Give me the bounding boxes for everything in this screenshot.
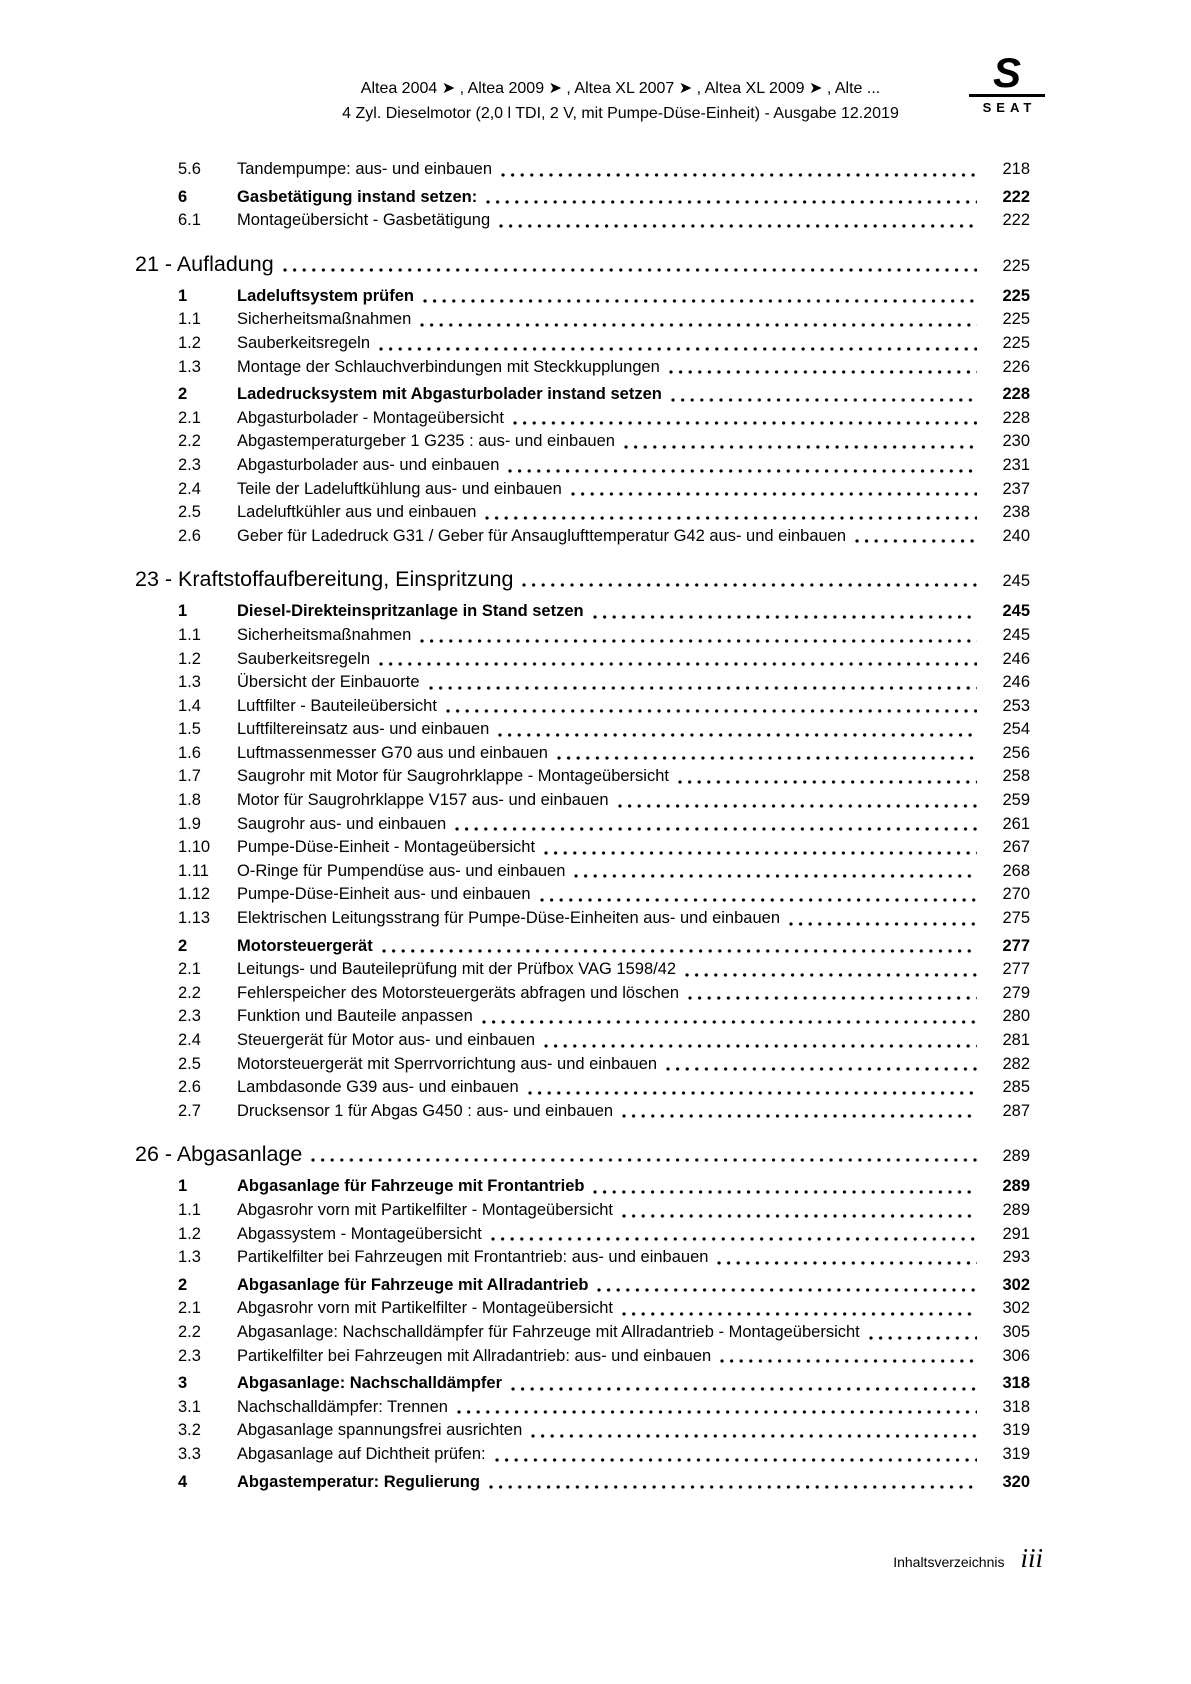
- toc-entry-row: [178, 907, 1030, 931]
- toc-entry-row: [178, 935, 1030, 959]
- entry-page-number: 225: [1002, 286, 1030, 305]
- dot-leader: [486, 200, 977, 204]
- seat-s-glyph-icon: S: [969, 54, 1045, 97]
- dot-leader: [717, 1261, 977, 1265]
- dot-leader: [622, 1214, 977, 1218]
- dot-leader: [482, 1020, 977, 1024]
- toc-entry-row: [178, 501, 1030, 525]
- entry-title: Ladedrucksystem mit Abgasturbolader instand setzen: [237, 385, 662, 404]
- toc-entry-row: [178, 1345, 1030, 1369]
- entry-title: Ladeluftsystem prüfen: [237, 286, 414, 305]
- entry-page-number: 270: [1002, 885, 1030, 904]
- entry-number: 1: [178, 1177, 188, 1196]
- toc-entry-row: [178, 478, 1030, 502]
- entry-title: Abgasrohr vorn mit Partikelfilter - Montageübersicht: [237, 1200, 613, 1219]
- entry-number: 4: [178, 1472, 188, 1491]
- toc-entry-row: [178, 1246, 1030, 1270]
- entry-page-number: 305: [1002, 1322, 1030, 1341]
- toc-entry-row: [178, 1297, 1030, 1321]
- entry-page-number: 226: [1002, 357, 1030, 376]
- entry-number: 1.1: [178, 310, 201, 329]
- entry-number: 3: [178, 1374, 188, 1393]
- entry-page-number: 279: [1002, 983, 1030, 1002]
- entry-number: 6: [178, 187, 188, 206]
- entry-title: Abgasrohr vorn mit Partikelfilter - Montageübersicht: [237, 1299, 613, 1318]
- toc-entry-row: [178, 1274, 1030, 1298]
- chapter-page-number: 289: [1002, 1147, 1030, 1166]
- entry-title: Luftfiltereinsatz aus- und einbauen: [237, 720, 490, 739]
- entry-number: 1.13: [178, 909, 211, 928]
- toc-entry-row: [178, 718, 1030, 742]
- dot-leader: [508, 469, 977, 473]
- dot-leader: [455, 827, 977, 831]
- dot-leader: [457, 1410, 977, 1414]
- toc-entry-row: [178, 789, 1030, 813]
- entry-title: Sicherheitsmaßnahmen: [237, 625, 412, 644]
- entry-title: Sicherheitsmaßnahmen: [237, 310, 412, 329]
- entry-title: Luftfilter - Bauteileübersicht: [237, 696, 437, 715]
- entry-page-number: 302: [1002, 1299, 1030, 1318]
- toc-entry-row: [178, 1443, 1030, 1467]
- seat-logo-text: SEAT: [982, 100, 1037, 115]
- entry-title: Abgasanlage spannungsfrei ausrichten: [237, 1421, 523, 1440]
- dot-leader: [685, 973, 977, 977]
- dot-leader: [624, 445, 977, 449]
- entry-number: 1.3: [178, 1248, 201, 1267]
- dot-leader: [429, 686, 977, 690]
- toc-entry-row: [178, 1053, 1030, 1077]
- entry-title: O-Ringe für Pumpendüse aus- und einbauen: [237, 861, 566, 880]
- entry-number: 2: [178, 1275, 188, 1294]
- entry-page-number: 302: [1002, 1275, 1030, 1294]
- dot-leader: [495, 1458, 977, 1462]
- chapter-page-number: 245: [1002, 572, 1030, 591]
- entry-page-number: 268: [1002, 861, 1030, 880]
- toc-entry-row: [178, 1321, 1030, 1345]
- entry-page-number: 238: [1002, 503, 1030, 522]
- toc-entry-row: [178, 1223, 1030, 1247]
- entry-title: Teile der Ladeluftkühlung aus- und einbauen: [237, 479, 562, 498]
- entry-page-number: 222: [1002, 211, 1030, 230]
- toc-entry-row: [178, 285, 1030, 309]
- entry-title: Motorsteuergerät: [237, 936, 373, 955]
- toc-entry-row: [178, 1471, 1030, 1495]
- entry-page-number: 261: [1002, 814, 1030, 833]
- entry-number: 2.6: [178, 1078, 201, 1097]
- entry-number: 2.2: [178, 432, 201, 451]
- chapter-title: 26 - Abgasanlage: [135, 1142, 303, 1167]
- entry-title: Abgastemperatur: Regulierung: [237, 1472, 480, 1491]
- entry-page-number: 291: [1002, 1224, 1030, 1243]
- entry-number: 3.3: [178, 1444, 201, 1463]
- entry-page-number: 318: [1002, 1397, 1030, 1416]
- toc-entry-row: [178, 1396, 1030, 1420]
- entry-title: Abgasturbolader - Montageübersicht: [237, 408, 504, 427]
- toc-entry-row: [178, 209, 1030, 233]
- dot-leader: [574, 874, 977, 878]
- dot-leader: [544, 851, 977, 855]
- entry-number: 1.1: [178, 625, 201, 644]
- dot-leader: [499, 224, 977, 228]
- entry-page-number: 285: [1002, 1078, 1030, 1097]
- entry-title: Diesel-Direkteinspritzanlage in Stand setzen: [237, 602, 584, 621]
- toc-entry-row: [178, 813, 1030, 837]
- entry-title: Tandempumpe: aus- und einbauen: [237, 160, 493, 178]
- entry-title: Gasbetätigung instand setzen:: [237, 187, 478, 206]
- entry-number: 3.1: [178, 1397, 201, 1416]
- entry-number: 2.5: [178, 503, 201, 522]
- entry-page-number: 222: [1002, 187, 1030, 206]
- dot-leader: [489, 1485, 977, 1489]
- chapter-title: 23 - Kraftstoffaufbereitung, Einspritzung: [135, 567, 514, 592]
- entry-page-number: 237: [1002, 479, 1030, 498]
- dot-leader: [283, 268, 977, 272]
- entry-page-number: 318: [1002, 1374, 1030, 1393]
- dot-leader: [501, 173, 977, 177]
- entry-page-number: 240: [1002, 526, 1030, 545]
- entry-number: 1.6: [178, 743, 201, 762]
- entry-title: Saugrohr mit Motor für Saugrohrklappe - Montageübersicht: [237, 767, 669, 786]
- page-footer: [893, 1543, 1043, 1574]
- toc-entry-row: [178, 158, 1030, 182]
- entry-number: 1.3: [178, 673, 201, 692]
- entry-page-number: 289: [1002, 1200, 1030, 1219]
- entry-page-number: 254: [1002, 720, 1030, 739]
- dot-leader: [311, 1158, 977, 1162]
- entry-title: Elektrischen Leitungsstrang für Pumpe-Düse-Einheiten aus- und einbauen: [237, 909, 780, 928]
- toc-entry-row: [178, 1199, 1030, 1223]
- entry-page-number: 230: [1002, 432, 1030, 451]
- chapter-title: 21 - Aufladung: [135, 251, 274, 276]
- entry-title: Fehlerspeicher des Motorsteuergeräts abfragen und löschen: [237, 983, 680, 1002]
- toc-entry-row: [178, 742, 1030, 766]
- entry-number: 2.5: [178, 1054, 201, 1073]
- entry-number: 1.5: [178, 720, 201, 739]
- entry-title: Lambdasonde G39 aus- und einbauen: [237, 1078, 519, 1097]
- entry-number: 1.9: [178, 814, 201, 833]
- entry-title: Übersicht der Einbauorte: [237, 673, 420, 692]
- toc-entry-row: [178, 958, 1030, 982]
- entry-title: Steuergerät für Motor aus- und einbauen: [237, 1031, 536, 1049]
- toc-entry-row: [178, 765, 1030, 789]
- dot-leader: [669, 370, 977, 374]
- entry-page-number: 246: [1002, 673, 1030, 692]
- toc-entry-row: [178, 600, 1030, 624]
- dot-leader: [688, 996, 977, 1000]
- entry-title: Abgasanlage für Fahrzeuge mit Allradantrieb: [237, 1275, 589, 1294]
- entry-number: 1.2: [178, 649, 201, 668]
- toc-entry-row: [178, 407, 1030, 431]
- entry-number: 1.10: [178, 838, 211, 857]
- toc-entry-row: [178, 332, 1030, 356]
- entry-number: 3.2: [178, 1421, 201, 1440]
- dot-leader: [789, 922, 977, 926]
- entry-page-number: 275: [1002, 909, 1030, 928]
- entry-number: 1: [178, 286, 188, 305]
- entry-page-number: 225: [1002, 310, 1030, 329]
- footer-label: Inhaltsverzeichnis: [893, 1554, 1005, 1570]
- dot-leader: [557, 756, 977, 760]
- dot-leader: [511, 1387, 977, 1391]
- entry-number: 2.1: [178, 408, 201, 427]
- entry-title: Pumpe-Düse-Einheit aus- und einbauen: [237, 885, 531, 904]
- toc-entry-row: [178, 383, 1030, 407]
- dot-leader: [420, 639, 977, 643]
- entry-page-number: 253: [1002, 696, 1030, 715]
- entry-page-number: 289: [1002, 1177, 1030, 1196]
- entry-page-number: 280: [1002, 1007, 1030, 1026]
- entry-title: Motor für Saugrohrklappe V157 aus- und einbauen: [237, 791, 609, 810]
- toc-entry-row: [178, 186, 1030, 210]
- dot-leader: [498, 733, 977, 737]
- toc-entry-row: [178, 1419, 1030, 1443]
- entry-page-number: 256: [1002, 743, 1030, 762]
- entry-page-number: 245: [1002, 602, 1030, 621]
- entry-title: Leitungs- und Bauteileprüfung mit der Prüfbox VAG 1598/42: [237, 960, 677, 979]
- dot-leader: [513, 421, 977, 425]
- entry-title: Partikelfilter bei Fahrzeugen mit Frontantrieb: aus- und einbauen: [237, 1248, 709, 1267]
- seat-logo-icon: [969, 49, 1045, 115]
- entry-title: Abgasanlage: Nachschalldämpfer: [237, 1374, 502, 1393]
- toc-entry-row: [178, 430, 1030, 454]
- dot-leader: [420, 323, 977, 327]
- entry-page-number: 258: [1002, 767, 1030, 786]
- toc-entry-row: [178, 1029, 1030, 1053]
- entry-number: 2.7: [178, 1101, 201, 1120]
- dot-leader: [622, 1312, 977, 1316]
- toc-entry-row: [178, 695, 1030, 719]
- entry-number: 1.2: [178, 333, 201, 352]
- entry-number: 2.4: [178, 479, 201, 498]
- page-header: [250, 76, 991, 126]
- dot-leader: [531, 1434, 977, 1438]
- dot-leader: [522, 583, 977, 587]
- entry-title: Abgasanlage für Fahrzeuge mit Frontantrieb: [237, 1177, 585, 1196]
- entry-number: 6.1: [178, 211, 201, 230]
- entry-number: 1.3: [178, 357, 201, 376]
- entry-number: 2.3: [178, 1346, 201, 1365]
- entry-title: Abgasturbolader aus- und einbauen: [237, 455, 500, 474]
- toc-entry-row: [178, 648, 1030, 672]
- entry-title: Drucksensor 1 für Abgas G450 : aus- und einbauen: [237, 1101, 614, 1120]
- footer-page-number: iii: [1020, 1543, 1043, 1573]
- chapter-heading-row: [135, 250, 1030, 278]
- entry-number: 2.6: [178, 526, 201, 545]
- entry-page-number: 277: [1002, 960, 1030, 979]
- entry-title: Nachschalldämpfer: Trennen: [237, 1397, 448, 1416]
- entry-page-number: 267: [1002, 838, 1030, 857]
- dot-leader: [423, 299, 977, 303]
- entry-page-number: 246: [1002, 649, 1030, 668]
- toc-entry-row: [178, 883, 1030, 907]
- entry-number: 5.6: [178, 160, 201, 178]
- dot-leader: [593, 1190, 977, 1194]
- entry-title: Funktion und Bauteile anpassen: [237, 1007, 473, 1026]
- entry-title: Luftmassenmesser G70 aus und einbauen: [237, 743, 548, 762]
- entry-number: 2.4: [178, 1031, 201, 1049]
- entry-number: 2.3: [178, 1007, 201, 1026]
- entry-page-number: 277: [1002, 936, 1030, 955]
- entry-page-number: 245: [1002, 625, 1030, 644]
- toc-entry-row: [178, 1372, 1030, 1396]
- dot-leader: [491, 1237, 977, 1241]
- entry-title: Montageübersicht - Gasbetätigung: [237, 211, 491, 230]
- chapter-page-number: 225: [1002, 256, 1030, 275]
- toc-entry-row: [178, 1076, 1030, 1100]
- toc-entry-row: [178, 525, 1030, 549]
- entry-number: 1.12: [178, 885, 211, 904]
- entry-title: Ladeluftkühler aus und einbauen: [237, 503, 477, 522]
- chapter-heading-row: [135, 565, 1030, 593]
- entry-title: Montage der Schlauchverbindungen mit Steckkupplungen: [237, 357, 660, 376]
- entry-page-number: 218: [1002, 160, 1030, 178]
- dot-leader: [671, 398, 977, 402]
- entry-page-number: 282: [1002, 1054, 1030, 1073]
- entry-page-number: 231: [1002, 455, 1030, 474]
- toc-entry-row: [178, 836, 1030, 860]
- entry-title: Sauberkeitsregeln: [237, 649, 370, 668]
- entry-page-number: 306: [1002, 1346, 1030, 1365]
- dot-leader: [618, 804, 978, 808]
- entry-number: 1.2: [178, 1224, 201, 1243]
- entry-page-number: 281: [1002, 1031, 1030, 1049]
- entry-number: 2.2: [178, 983, 201, 1002]
- entry-title: Sauberkeitsregeln: [237, 333, 370, 352]
- entry-page-number: 225: [1002, 333, 1030, 352]
- dot-leader: [855, 539, 977, 543]
- dot-leader: [571, 492, 977, 496]
- entry-title: Partikelfilter bei Fahrzeugen mit Allradantrieb: aus- und einbauen: [237, 1346, 712, 1365]
- entry-page-number: 320: [1002, 1472, 1030, 1491]
- toc-entry-row: [178, 860, 1030, 884]
- entry-title: Geber für Ladedruck G31 / Geber für Ansauglufttemperatur G42 aus- und einbauen: [237, 526, 847, 545]
- dot-leader: [622, 1114, 977, 1118]
- entry-number: 2.3: [178, 455, 201, 474]
- dot-leader: [540, 898, 977, 902]
- dot-leader: [597, 1288, 977, 1292]
- dot-leader: [544, 1044, 977, 1048]
- dot-leader: [485, 516, 977, 520]
- entry-page-number: 259: [1002, 791, 1030, 810]
- toc-entry-row: [178, 624, 1030, 648]
- entry-number: 1.8: [178, 791, 201, 810]
- dot-leader: [379, 347, 977, 351]
- entry-title: Motorsteuergerät mit Sperrvorrichtung aus- und einbauen: [237, 1054, 658, 1073]
- toc-entry-row: [178, 1100, 1030, 1124]
- toc-entry-row: [178, 454, 1030, 478]
- header-model-line: Altea 2004 ➤ , Altea 2009 ➤ , Altea XL 2007 ➤ , Altea XL 2009 ➤ , Alte ...: [360, 80, 881, 97]
- entry-page-number: 228: [1002, 408, 1030, 427]
- entry-number: 2.1: [178, 960, 201, 979]
- header-engine-line: 4 Zyl. Dieselmotor (2,0 l TDI, 2 V, mit Pumpe-Düse-Einheit) - Ausgabe 12.2019: [342, 105, 899, 122]
- entry-number: 2: [178, 385, 188, 404]
- entry-page-number: 287: [1002, 1101, 1030, 1120]
- entry-number: 1: [178, 602, 188, 621]
- dot-leader: [666, 1067, 977, 1071]
- entry-page-number: 319: [1002, 1444, 1030, 1463]
- toc-entry-row: [178, 1005, 1030, 1029]
- toc-entry-row: [178, 671, 1030, 695]
- entry-title: Abgastemperaturgeber 1 G235 : aus- und einbauen: [237, 432, 615, 451]
- entry-title: Pumpe-Düse-Einheit - Montageübersicht: [237, 838, 536, 857]
- entry-number: 2.1: [178, 1299, 201, 1318]
- entry-number: 1.4: [178, 696, 201, 715]
- toc-entry-row: [178, 982, 1030, 1006]
- toc-entry-row: [178, 356, 1030, 380]
- dot-leader: [446, 709, 977, 713]
- entry-number: 1.7: [178, 767, 201, 786]
- dot-leader: [382, 949, 977, 953]
- dot-leader: [678, 780, 977, 784]
- dot-leader: [528, 1091, 977, 1095]
- dot-leader: [869, 1336, 977, 1340]
- entry-page-number: 319: [1002, 1421, 1030, 1440]
- toc-entry-row: [178, 1175, 1030, 1199]
- dot-leader: [720, 1359, 977, 1363]
- entry-number: 1.1: [178, 1200, 201, 1219]
- dot-leader: [379, 662, 977, 666]
- entry-title: Abgasanlage: Nachschalldämpfer für Fahrzeuge mit Allradantrieb - Montageübersicht: [237, 1322, 860, 1341]
- toc: [135, 158, 1030, 1494]
- entry-title: Abgasanlage auf Dichtheit prüfen:: [237, 1444, 486, 1463]
- entry-number: 1.11: [178, 861, 209, 880]
- entry-page-number: 293: [1002, 1248, 1030, 1267]
- entry-number: 2: [178, 936, 188, 955]
- toc-entry-row: [178, 308, 1030, 332]
- entry-title: Abgassystem - Montageübersicht: [237, 1224, 482, 1243]
- entry-number: 2.2: [178, 1322, 201, 1341]
- entry-page-number: 228: [1002, 385, 1030, 404]
- dot-leader: [593, 615, 977, 619]
- chapter-heading-row: [135, 1140, 1030, 1168]
- entry-title: Saugrohr aus- und einbauen: [237, 814, 447, 833]
